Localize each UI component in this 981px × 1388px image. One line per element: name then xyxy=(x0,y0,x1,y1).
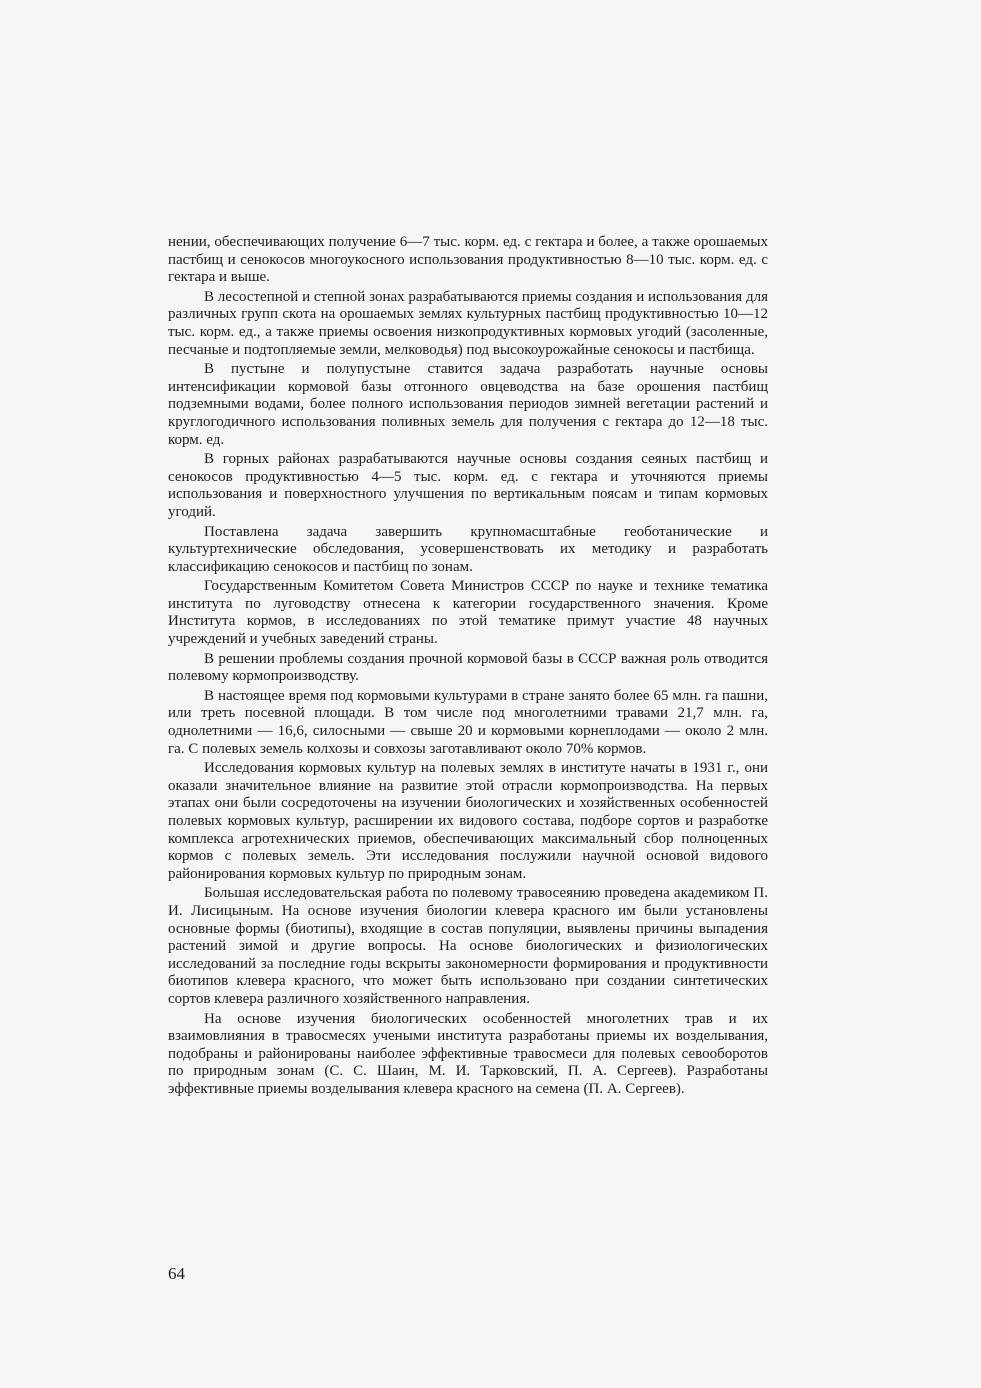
paragraph-continuation: нении, обеспечивающих получение 6—7 тыс. корм. ед. с гектара и более, а также орошаемых пастбищ и сенокосов многоукосного использования продуктивностью 8—10 тыс. корм. ед. с гектара и выше. xyxy=(168,234,768,286)
paragraph-grass-mixtures: На основе изучения биологических особенностей многолетних трав и их взаимовлияния в травосмесях учеными института разработаны приемы их возделывания, подобраны и районированы наиболее эффективные травосмеси для полевых севооборотов по природным зонам (С. С. Шаин, М. И. Тарковский, П. А. Сергеев). Разработаны эффективные приемы возделывания клевера красного на семена (П. А. Сергеев). xyxy=(168,1010,768,1097)
paragraph-field-forage: В решении проблемы создания прочной кормовой базы в СССР важная роль отводится полевому кормопроизводству. xyxy=(168,650,768,685)
paragraph-state-committee: Государственным Комитетом Совета Министров СССР по науке и технике тематика института по луговодству отнесена к категории государственного значения. Кроме Института кормов, в исследованиях по этой тематике примут участие 48 научных учреждений и учебных заведений страны. xyxy=(168,578,768,648)
paragraph-forest-steppe: В лесостепной и степной зонах разрабатываются приемы создания и использования для различных групп скота на орошаемых землях культурных пастбищ продуктивностью 10—12 тыс. корм. ед., а также приемы освоения низкопродуктивных кормовых угодий (засоленные, песчаные и подтопляемые земли, мелководья) под высокоурожайные сенокосы и пастбища. xyxy=(168,288,768,358)
paragraph-lisitsyn: Большая исследовательская работа по полевому травосеянию проведена академиком П. И. Лисицыным. На основе изучения биологии клевера красного им были установлены основные формы (биотипы), входящие в состав популяции, выявлены причины выпадения растений зимой и другие вопросы. На основе биологических и физиологических исследований за последние годы вскрыты закономерности формирования и продуктивности биотипов клевера красного, что может быть использовано при создании синтетических сортов клевера различного хозяйственного направления. xyxy=(168,885,768,1007)
paragraph-desert: В пустыне и полупустыне ставится задача разработать научные основы интенсификации кормовой базы отгонного овцеводства на базе орошения пастбищ подземными водами, более полного использования периодов зимней вегетации растений и круглогодичного использования поливных земель для получения с гектара до 12—18 тыс. корм. ед. xyxy=(168,361,768,448)
page-body xyxy=(168,234,768,1101)
paragraph-mountain: В горных районах разрабатываются научные основы создания сеяных пастбищ и сенокосов продуктивностью 4—5 тыс. корм. ед. с гектара и уточняются приемы использования и поверхностного улучшения по вертикальным поясам и типам кормовых угодий. xyxy=(168,451,768,520)
page-number: 64 xyxy=(168,1264,185,1283)
paragraph-statistics: В настоящее время под кормовыми культурами в стране занято более 65 млн. га пашни, или треть посевной площади. В том числе под многолетними травами 21,7 млн. га, однолетними — 16,6, силосными — свыше 20 и кормовыми корнеплодами — около 2 млн. га. С полевых земель колхозы и совхозы заготавливают около 70% кормов. xyxy=(168,687,768,757)
paragraph-surveys: Поставлена задача завершить крупномасштабные геоботанические и культуртехнические обследования, усовершенствовать их методику и разработать классификацию сенокосов и пастбищ по зонам. xyxy=(168,523,768,575)
paragraph-research-history: Исследования кормовых культур на полевых землях в институте начаты в 1931 г., они оказали значительное влияние на развитие этой отрасли кормопроизводства. На первых этапах они были сосредоточены на изучении биологических и хозяйственных особенностей полевых кормовых культур, расширении их видового состава, подборе сортов и разработке комплекса агротехнических приемов, обеспечивающих максимальный сбор полноценных кормов с полевых земель. Эти исследования послужили научной основой видового районирования кормовых культур по природным зонам. xyxy=(168,760,768,882)
